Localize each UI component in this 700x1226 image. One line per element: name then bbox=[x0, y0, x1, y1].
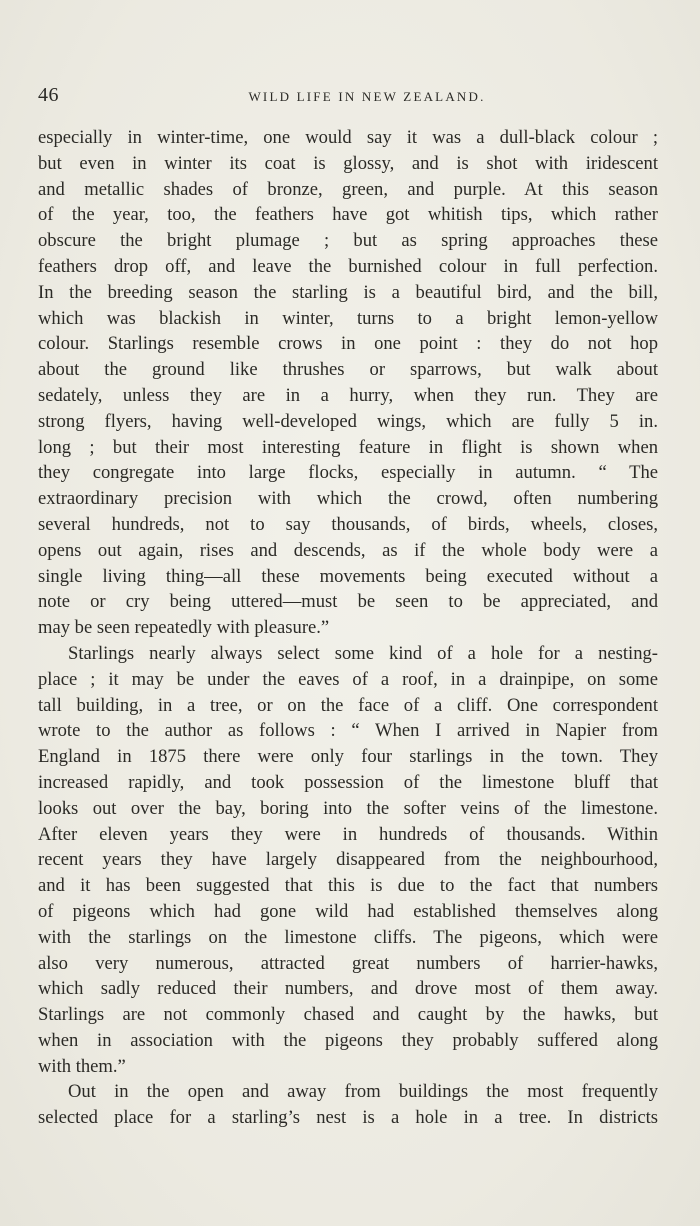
text-line: may be seen repeatedly with pleasure.” bbox=[38, 617, 330, 639]
text-line: but even in winter its coat is glossy, and is shot with iridescent bbox=[38, 152, 658, 174]
text-line: Starlings nearly always select some kind of a hole for a nesting- bbox=[68, 642, 658, 664]
text-line: long ; but their most interesting feature in flight is shown when bbox=[38, 436, 658, 458]
text-line: feathers drop off, and leave the burnished colour in full perfection. bbox=[38, 255, 658, 277]
running-title: WILD LIFE IN NEW ZEALAND. bbox=[248, 89, 486, 104]
text-line: strong flyers, having well-developed wings, which are fully 5 in. bbox=[38, 410, 658, 432]
text-line: extraordinary precision with which the crowd, often numbering bbox=[38, 488, 658, 510]
text-line: increased rapidly, and took possession of the limestone bluff that bbox=[38, 771, 658, 793]
text-line: when in association with the pigeons they probably suffered along bbox=[38, 1029, 658, 1051]
text-line: wrote to the author as follows : “ When I arrived in Napier from bbox=[38, 720, 658, 742]
text-line: also very numerous, attracted great numbers of harrier-hawks, bbox=[38, 952, 658, 974]
text-line: sedately, unless they are in a hurry, when they run. They are bbox=[38, 384, 658, 406]
text-line: especially in winter-time, one would say it was a dull-black colour ; bbox=[38, 127, 658, 148]
text-line: single living thing—all these movements being executed without a bbox=[38, 565, 658, 587]
text-line: selected place for a starling’s nest is a hole in a tree. In districts bbox=[38, 1107, 658, 1129]
text-line: with the starlings on the limestone cliffs. The pigeons, which were bbox=[38, 926, 658, 948]
text-line: several hundreds, not to say thousands, of birds, wheels, closes, bbox=[38, 513, 658, 535]
text-line: recent years they have largely disappeared from the neighbourhood, bbox=[38, 849, 658, 871]
text-line: opens out again, rises and descends, as if the whole body were a bbox=[38, 539, 658, 561]
text-line: Starlings are not commonly chased and caught by the hawks, but bbox=[38, 1004, 658, 1026]
body-text bbox=[38, 125, 658, 1131]
page-number: 46 bbox=[38, 84, 59, 106]
text-line: colour. Starlings resemble crows in one point : they do not hop bbox=[38, 333, 658, 355]
text-line: obscure the bright plumage ; but as spring approaches these bbox=[38, 230, 658, 252]
text-line: tall building, in a tree, or on the face of a cliff. One correspondent bbox=[38, 694, 658, 716]
text-line: In the breeding season the starling is a beautiful bird, and the bill, bbox=[38, 281, 658, 303]
text-line: and it has been suggested that this is due to the fact that numbers bbox=[38, 875, 658, 897]
text-line: After eleven years they were in hundreds of thousands. Within bbox=[38, 823, 658, 845]
text-line: and metallic shades of bronze, green, and purple. At this season bbox=[38, 178, 658, 200]
text-line: Out in the open and away from buildings the most frequently bbox=[68, 1081, 658, 1103]
text-line: of the year, too, the feathers have got whitish tips, which rather bbox=[38, 204, 658, 226]
text-line: which was blackish in winter, turns to a bright lemon-yellow bbox=[38, 307, 658, 329]
text-line: place ; it may be under the eaves of a roof, in a drainpipe, on some bbox=[38, 668, 658, 690]
text-line: England in 1875 there were only four starlings in the town. They bbox=[38, 746, 658, 768]
text-line: which sadly reduced their numbers, and drove most of them away. bbox=[38, 978, 658, 1000]
running-head bbox=[38, 84, 660, 108]
text-line: looks out over the bay, boring into the softer veins of the limestone. bbox=[38, 797, 658, 819]
text-line: with them.” bbox=[38, 1055, 126, 1077]
text-line: of pigeons which had gone wild had established themselves along bbox=[38, 900, 658, 922]
text-line: note or cry being uttered—must be seen to be appreciated, and bbox=[38, 591, 658, 613]
text-line: they congregate into large flocks, especially in autumn. “ The bbox=[38, 462, 658, 484]
text-line: about the ground like thrushes or sparrows, but walk about bbox=[38, 359, 658, 381]
